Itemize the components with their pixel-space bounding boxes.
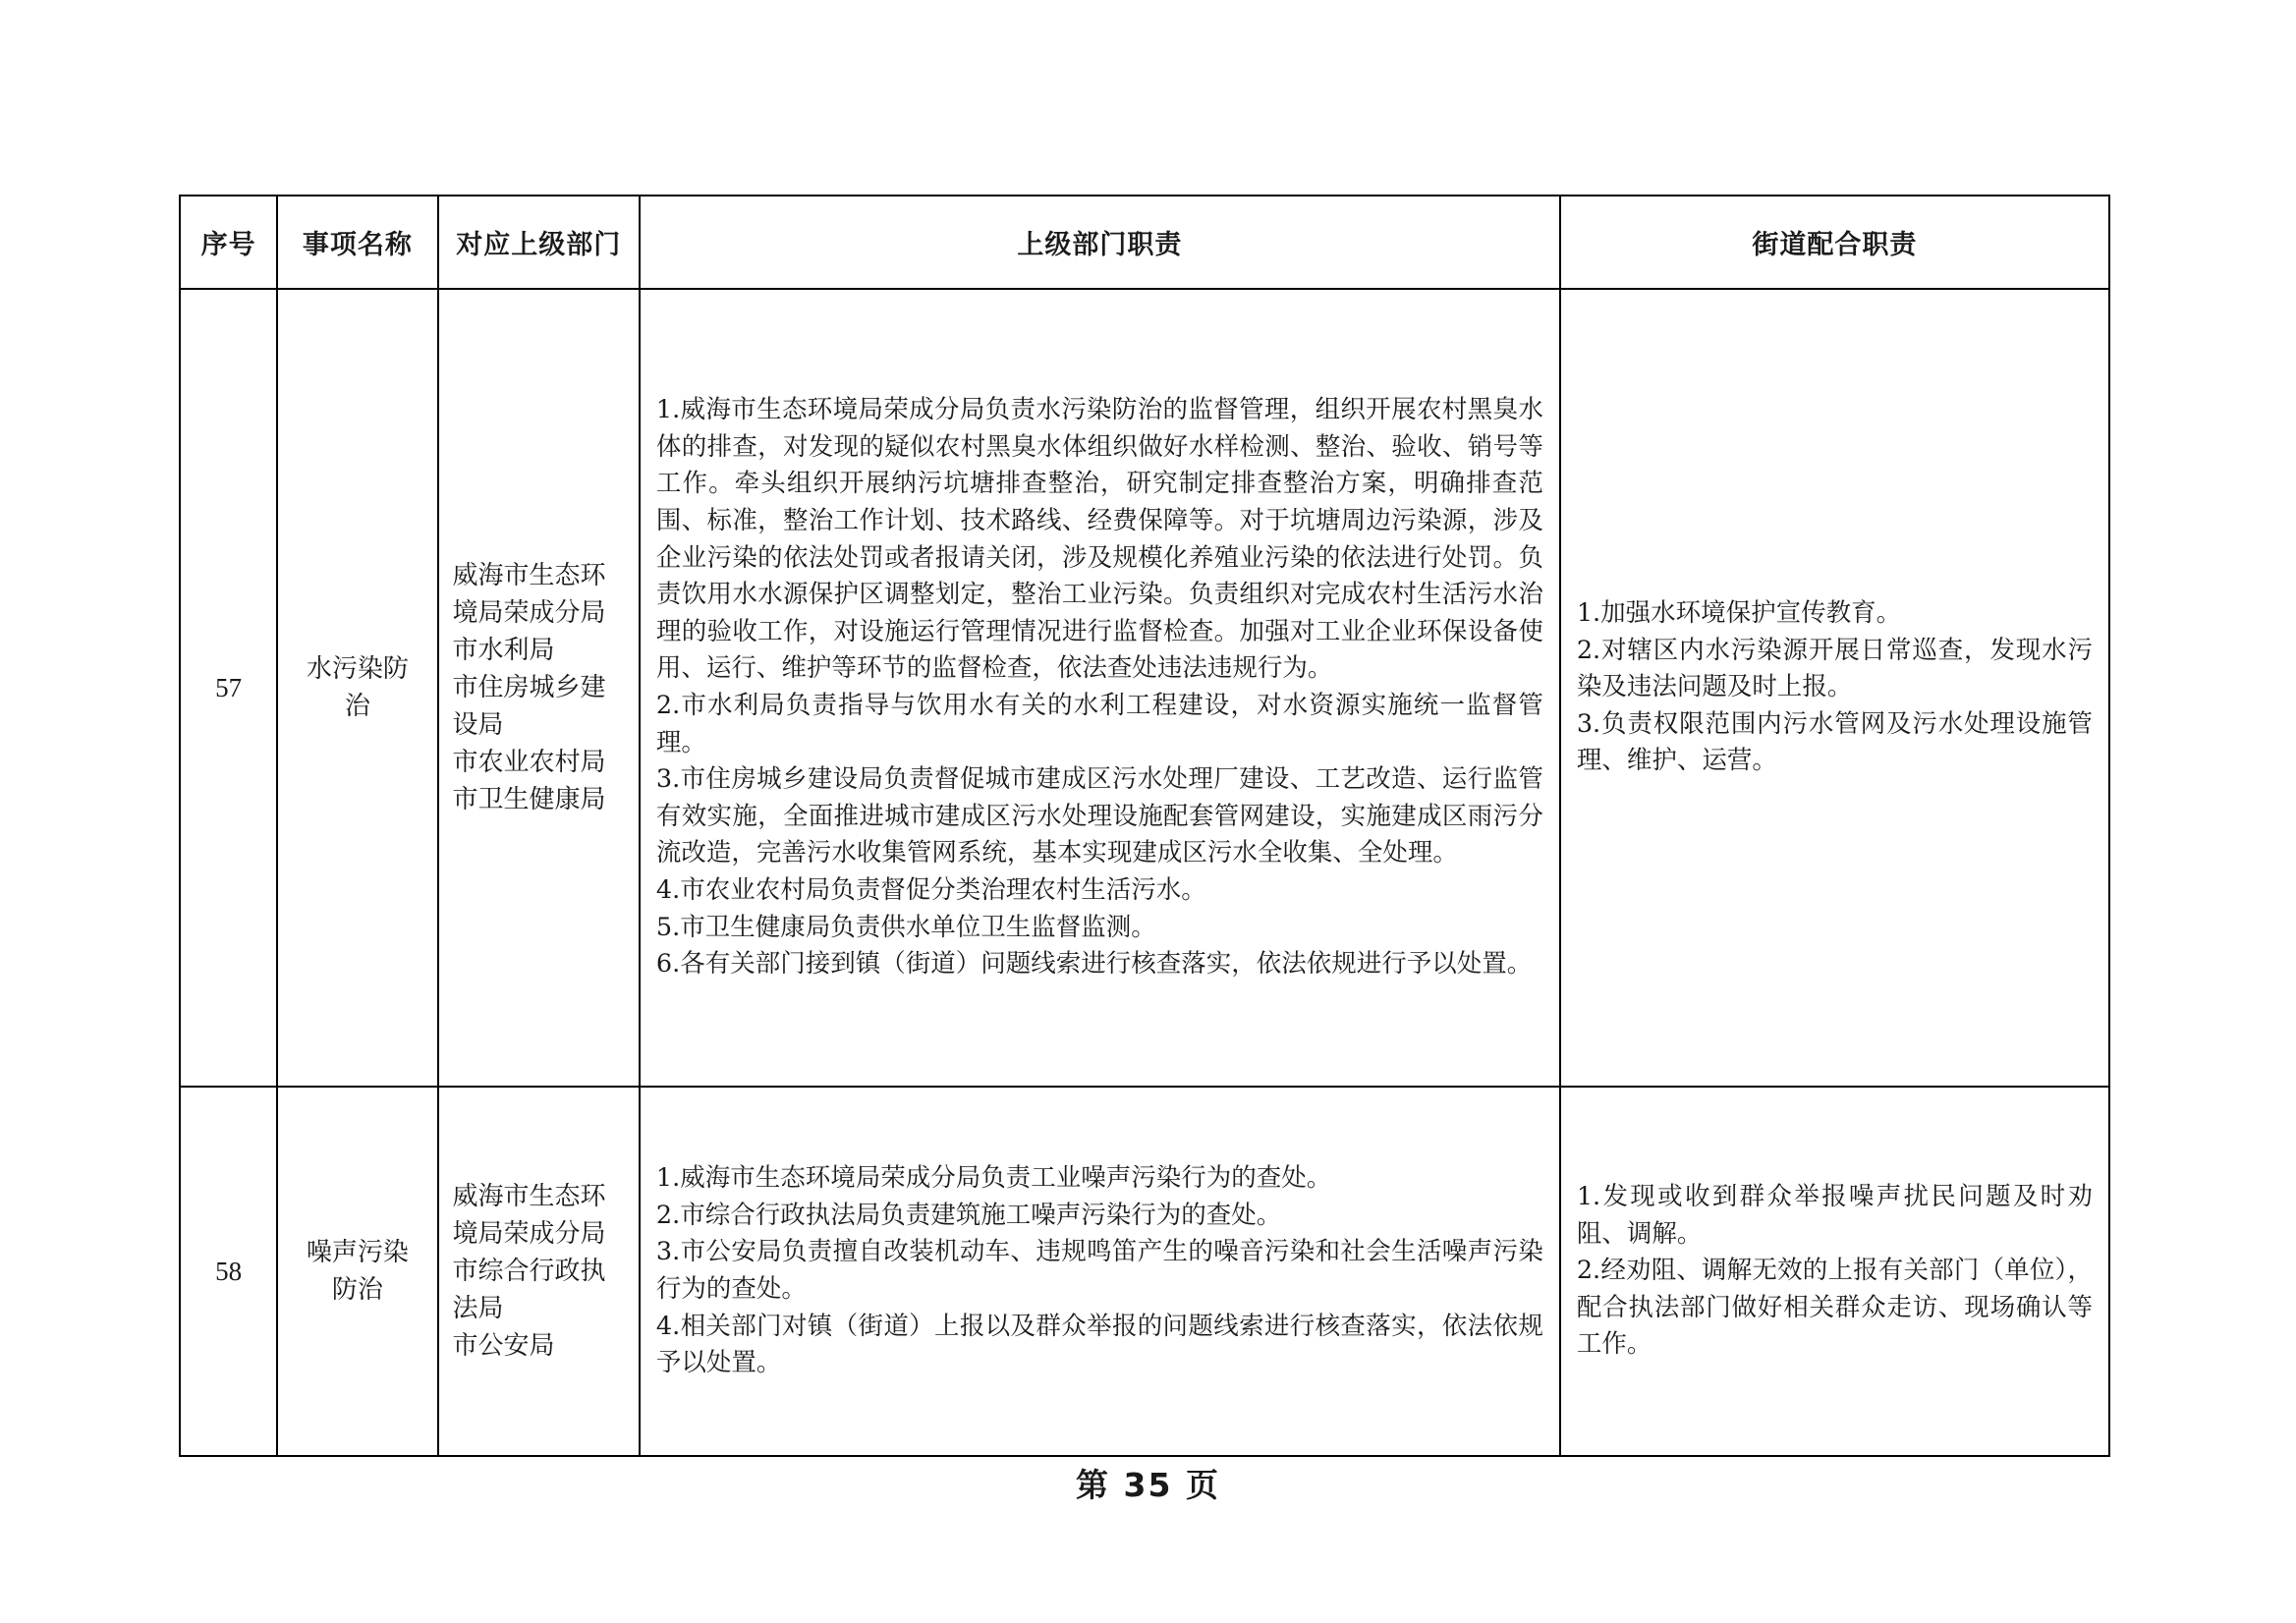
- upper-duty-item: 3.市住房城乡建设局负责督促城市建成区污水处理厂建设、工艺改造、运行监管有效实施，全面推进城市建成区污水处理设施配套管网建设，实施建成区雨污分流改造，完善污水收集管网系统，基本实现建成区污水全收集、全处理。: [655, 764, 1543, 868]
- upper-duty-item: 5.市卫生健康局负责供水单位卫生监督监测。: [655, 912, 1156, 942]
- header-street-duties: 街道配合职责: [1560, 196, 2109, 289]
- street-duty-item: 2.对辖区内水污染源开展日常巡查，发现水污染及违法问题及时上报。: [1576, 635, 2093, 702]
- row-seq: 58: [180, 1087, 277, 1456]
- department-line: 威海市生态环境局荣成分局: [452, 1182, 606, 1249]
- department-line: 市卫生健康局: [452, 785, 606, 814]
- row-seq: 57: [180, 289, 277, 1087]
- department-line: 市住房城乡建设局: [452, 673, 606, 740]
- page-number: 第 35 页: [1076, 1466, 1220, 1504]
- row-upper-duties: [640, 1087, 1560, 1456]
- header-department: 对应上级部门: [438, 196, 640, 289]
- upper-duty-item: 3.市公安局负责擅自改装机动车、违规鸣笛产生的噪音污染和社会生活噪声污染行为的查处。: [655, 1237, 1543, 1304]
- row-departments: [438, 289, 640, 1087]
- upper-duty-item: 2.市综合行政执法局负责建筑施工噪声污染行为的查处。: [655, 1200, 1282, 1230]
- upper-duty-item: 1.威海市生态环境局荣成分局负责水污染防治的监督管理，组织开展农村黑臭水体的排查，对发现的疑似农村黑臭水体组织做好水样检测、整治、验收、销号等工作。牵头组织开展纳污坑塘排查整治，研究制定排查整治方案，明确排查范围、标准，整治工作计划、技术路线、经费保障等。对于坑塘周边污染源，涉及企业污染的依法处罚或者报请关闭，涉及规模化养殖业污染的依法进行处罚。负责饮用水水源保护区调整划定，整治工业污染。负责组织对完成农村生活污水治理的验收工作，对设施运行管理情况进行监督检查。加强对工业企业环保设备使用、运行、维护等环节的监督检查，依法查处违法违规行为。: [655, 395, 1543, 684]
- upper-duty-item: 2.市水利局负责指导与饮用水有关的水利工程建设，对水资源实施统一监督管理。: [655, 691, 1543, 757]
- street-duty-item: 1.发现或收到群众举报噪声扰民问题及时劝阻、调解。: [1576, 1182, 2093, 1249]
- header-seq: 序号: [180, 196, 277, 289]
- row-street-duties: [1560, 1087, 2109, 1456]
- table-row: [180, 1087, 2109, 1456]
- department-line: 市公安局: [452, 1331, 555, 1361]
- street-duty-item: 2.经劝阻、调解无效的上报有关部门（单位），配合执法部门做好相关群众走访、现场确认等工作。: [1576, 1256, 2093, 1360]
- street-duty-item: 3.负责权限范围内污水管网及污水处理设施管理、维护、运营。: [1576, 708, 2093, 776]
- duty-table: [179, 195, 2110, 1457]
- upper-duty-item: 6.各有关部门接到镇（街道）问题线索进行核查落实，依法依规进行予以处置。: [655, 949, 1533, 979]
- upper-duty-item: 4.相关部门对镇（街道）上报以及群众举报的问题线索进行核查落实，依法依规予以处置。: [655, 1311, 1543, 1378]
- row-item-name: 水污染防治: [277, 289, 437, 1087]
- upper-duty-item: 1.威海市生态环境局荣成分局负责工业噪声污染行为的查处。: [655, 1163, 1332, 1194]
- header-upper-duties: 上级部门职责: [640, 196, 1560, 289]
- upper-duty-item: 4.市农业农村局负责督促分类治理农村生活污水。: [655, 874, 1206, 905]
- table-row: [180, 289, 2109, 1087]
- street-duty-item: 1.加强水环境保护宣传教育。: [1576, 598, 1902, 629]
- header-row: [180, 196, 2109, 289]
- row-item-name: 噪声污染防治: [277, 1087, 437, 1456]
- department-line: 市农业农村局: [452, 748, 606, 777]
- header-name: 事项名称: [277, 196, 437, 289]
- department-line: 市水利局: [452, 636, 555, 665]
- department-line: 威海市生态环境局荣成分局: [452, 561, 606, 628]
- row-street-duties: [1560, 289, 2109, 1087]
- department-line: 市综合行政执法局: [452, 1257, 606, 1323]
- row-departments: [438, 1087, 640, 1456]
- row-upper-duties: [640, 289, 1560, 1087]
